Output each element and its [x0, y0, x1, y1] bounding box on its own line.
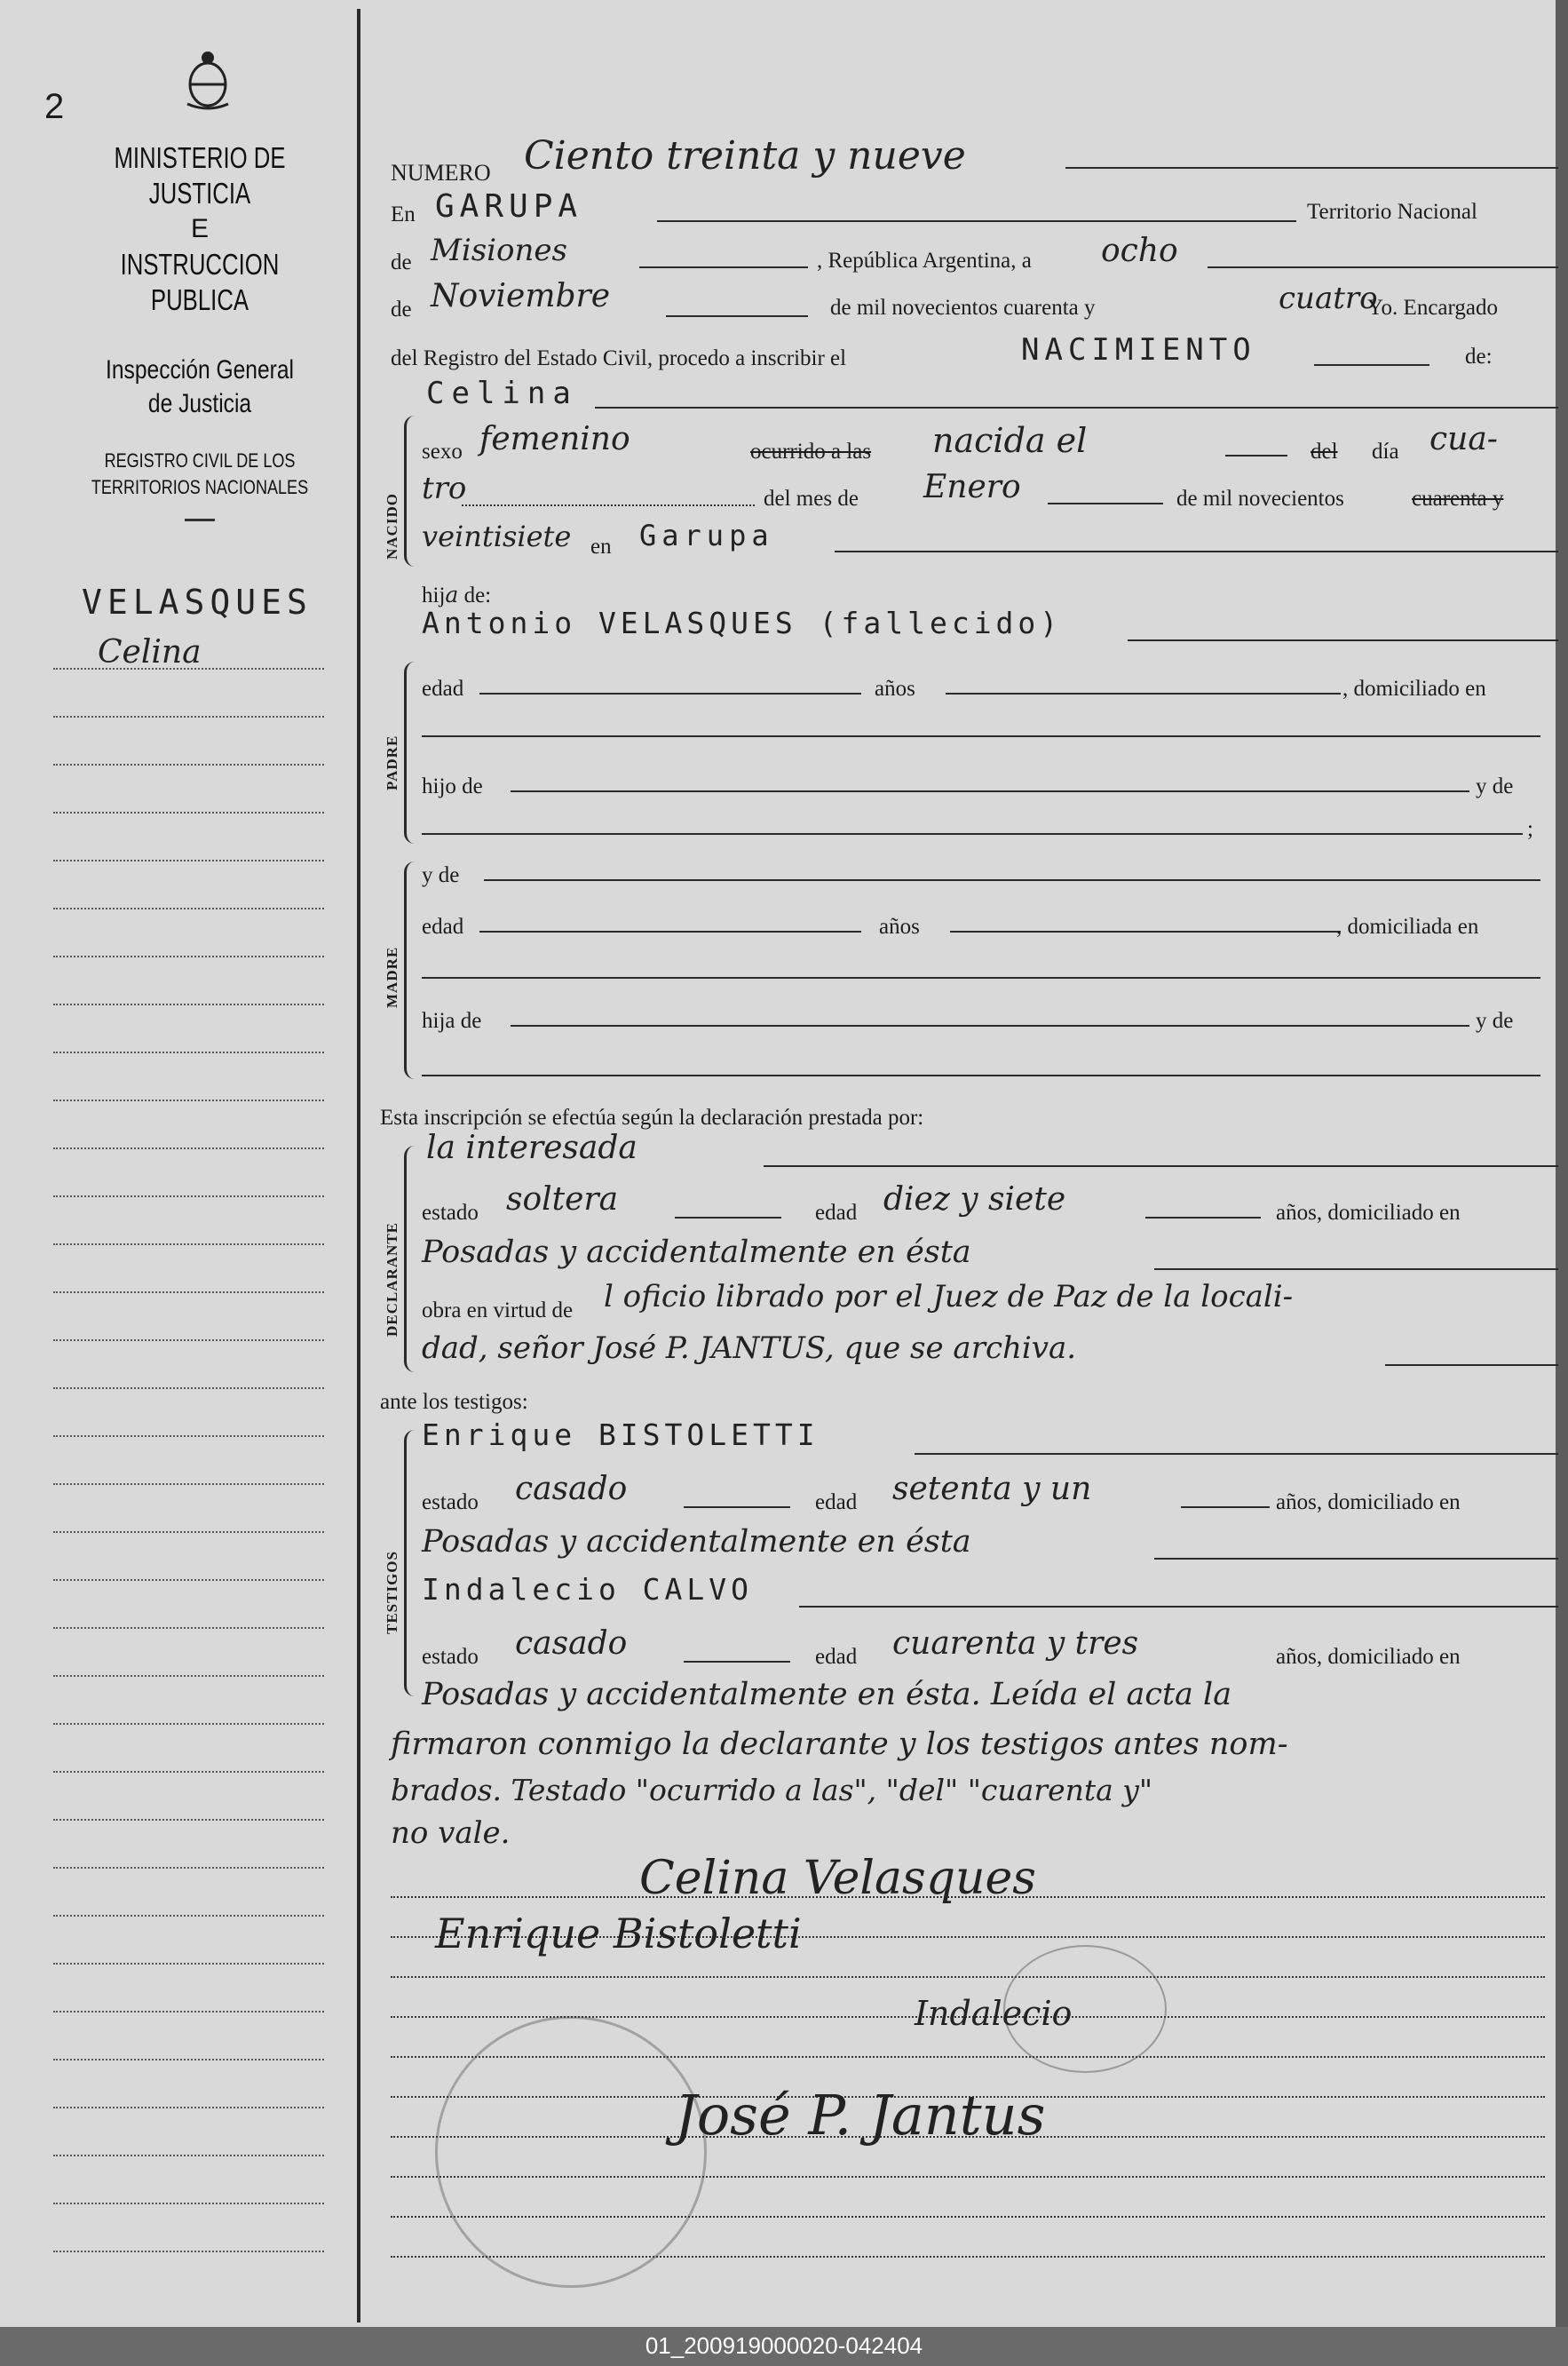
rule	[1225, 455, 1287, 457]
rule	[1048, 503, 1163, 504]
republica-label: , República Argentina, a	[817, 249, 1032, 273]
closing-line-2: brados. Testado "ocurrido a las", "del" "cuarenta y"	[391, 1773, 1153, 1807]
rule	[462, 504, 755, 506]
margin-dotted-lines	[53, 622, 324, 2252]
rule	[1385, 1364, 1558, 1366]
margin-surname: VELASQUES	[82, 583, 313, 622]
nacido-side-label: NACIDO	[384, 493, 400, 560]
cuarenta-y-struck: cuarenta y	[1412, 487, 1504, 511]
rule	[391, 1976, 1545, 1978]
national-crest-icon	[182, 49, 234, 111]
official-seal	[435, 2016, 707, 2288]
province-value: Misiones	[431, 233, 567, 268]
year-value-nacido: veintisiete	[422, 520, 572, 553]
rule	[799, 1606, 1558, 1608]
rule	[1208, 266, 1558, 268]
registry-line-2: TERRITORIOS NACIONALES	[91, 476, 309, 498]
registro-label: del Registro del Estado Civil, procedo a inscribir el	[391, 346, 847, 370]
rule	[915, 1453, 1558, 1455]
de-colon: de:	[1465, 345, 1493, 369]
rule	[1145, 1217, 1261, 1219]
rule	[657, 220, 1296, 222]
rule	[1128, 639, 1558, 641]
rule	[422, 833, 1523, 835]
padre-semicolon: ;	[1527, 817, 1533, 841]
place-value: GARUPA	[435, 188, 583, 225]
rule	[479, 693, 861, 695]
decl-obra-label: obra en virtud de	[422, 1298, 574, 1322]
year-label: de mil novecientos cuarenta y	[830, 296, 1096, 320]
dia-value-2: tro	[422, 471, 467, 506]
decl-anos-label: años, domiciliado en	[1276, 1201, 1461, 1225]
sexo-value: femenino	[479, 421, 630, 457]
decl-obra-value: l oficio librado por el Juez de Paz de la locali-	[604, 1279, 1294, 1314]
padre-anos-label: años	[875, 677, 915, 701]
day-value: ocho	[1101, 233, 1178, 269]
rule	[1154, 1268, 1558, 1270]
nacida-text: nacida el	[932, 421, 1088, 460]
closing-line-3: no vale.	[391, 1815, 511, 1851]
rule	[484, 879, 1540, 881]
t2-estado-value: casado	[515, 1625, 628, 1662]
rule	[422, 735, 1540, 737]
t1-estado-label: estado	[422, 1490, 479, 1514]
closing-line-1: firmaron conmigo la declarante y los testigos antes nom-	[391, 1727, 1288, 1762]
inspection-line-1: Inspección General	[106, 355, 294, 385]
page-number: 2	[44, 87, 65, 126]
hija-de: de:	[463, 584, 492, 607]
margin-given-name: Celina	[98, 634, 202, 671]
hij-text: hij	[422, 584, 446, 607]
numero-value: Ciento treinta y nueve	[524, 133, 966, 179]
rule	[639, 266, 808, 268]
t2-edad-value: cuarenta y tres	[892, 1625, 1139, 1662]
declarante-nombre: la interesada	[426, 1130, 637, 1166]
t1-anos-label: años, domiciliado en	[1276, 1490, 1461, 1514]
padre-side-label: PADRE	[384, 734, 400, 790]
column-rule	[357, 9, 360, 2322]
rule	[684, 1506, 790, 1508]
declaracion-intro: Esta inscripción se efectúa según la declaración prestada por:	[380, 1106, 924, 1130]
brace	[404, 416, 419, 567]
rule	[511, 790, 1469, 792]
ministry-line-3: INSTRUCCION PUBLICA	[120, 248, 280, 316]
ministry-header	[36, 140, 364, 521]
madre-y-de: y de	[1476, 1009, 1514, 1033]
rule	[835, 551, 1558, 552]
decl-estado-value: soltera	[506, 1181, 619, 1218]
rule	[511, 1025, 1469, 1027]
registry-line-1: REGISTRO CIVIL DE LOS	[104, 449, 296, 472]
testigos-intro: ante los testigos:	[380, 1390, 528, 1414]
brace	[404, 861, 419, 1079]
ministry-line-1: MINISTERIO DE JUSTICIA	[114, 141, 286, 210]
signature-witness-2: Indalecio	[915, 1994, 1073, 2033]
signature-witness-1: Enrique Bistoletti	[435, 1909, 802, 1957]
rule	[950, 931, 1341, 933]
image-id-caption: 01_200919000020-042404	[645, 2332, 923, 2359]
declarante-side-label: DECLARANTE	[384, 1221, 400, 1337]
madre-anos-label: años	[879, 915, 920, 939]
padre-nombre: Antonio VELASQUES (fallecido)	[422, 606, 1063, 640]
t2-anos-label: años, domiciliado en	[1276, 1645, 1461, 1669]
encargado-label: Yo. Encargado	[1367, 296, 1498, 320]
dia-label: día	[1372, 440, 1399, 464]
inspection-line-2: de Justicia	[147, 389, 252, 418]
madre-hija-label: hija de	[422, 1009, 482, 1033]
t1-edad-label: edad	[815, 1490, 858, 1514]
padre-edad-label: edad	[422, 677, 464, 701]
ocurrido-label: ocurrido a las	[750, 440, 872, 464]
decl-estado-label: estado	[422, 1201, 479, 1225]
signature-officer: José P. Jantus	[675, 2083, 1046, 2148]
mes-value: Enero	[923, 469, 1021, 505]
month-value: Noviembre	[431, 278, 611, 314]
numero-label: NUMERO	[391, 160, 491, 186]
nombre-value: Celina	[426, 376, 578, 411]
en-label-nacido: en	[590, 535, 612, 559]
brace	[404, 662, 419, 844]
rule	[595, 407, 1558, 409]
padre-y-de: y de	[1476, 774, 1514, 798]
rule	[764, 1165, 1558, 1167]
mil-label: de mil novecientos	[1176, 487, 1344, 511]
de-label: de	[391, 250, 412, 274]
ministry-line-2: E	[190, 214, 209, 243]
t1-domicilio: Posadas y accidentalmente en ésta	[422, 1524, 971, 1560]
t2-edad-label: edad	[815, 1645, 858, 1669]
decl-edad-value: diez y siete	[883, 1181, 1066, 1218]
rule	[684, 1661, 790, 1663]
t1-nombre: Enrique BISTOLETTI	[422, 1417, 820, 1452]
margin-column	[0, 0, 355, 2327]
t2-domicilio: Posadas y accidentalmente en ésta. Leída el acta la	[422, 1677, 1232, 1712]
rule	[422, 1075, 1540, 1076]
signature-declarante: Celina Velasques	[639, 1852, 1036, 1905]
rule	[479, 931, 861, 933]
del-label: del	[1311, 440, 1338, 464]
header-divider	[185, 519, 215, 521]
t2-nombre: Indalecio CALVO	[422, 1572, 754, 1607]
rule	[1314, 364, 1429, 366]
page-edge	[1556, 0, 1568, 2327]
padre-domiciliado-label: , domiciliado en	[1342, 677, 1486, 701]
testigos-side-label: TESTIGOS	[384, 1551, 400, 1634]
year-value: cuatro	[1279, 281, 1378, 316]
madre-domiciliada-label: , domiciliada en	[1336, 915, 1479, 939]
dia-value-1: cua-	[1429, 421, 1498, 457]
t1-estado-value: casado	[515, 1471, 628, 1507]
en-label: En	[391, 202, 416, 226]
decl-obra-value-2: dad, señor José P. JANTUS, que se archiva.	[422, 1330, 1077, 1366]
t1-edad-value: setenta y un	[892, 1471, 1092, 1507]
madre-edad-label: edad	[422, 915, 464, 939]
padre-hijo-label: hijo de	[422, 774, 483, 798]
brace	[404, 1430, 419, 1696]
rule	[675, 1217, 781, 1219]
hija-suffix: a	[445, 582, 459, 607]
territorio-label: Territorio Nacional	[1307, 200, 1477, 224]
hija-label	[422, 582, 491, 608]
de-label-2: de	[391, 298, 412, 322]
rule	[1065, 167, 1558, 169]
rule	[1154, 1558, 1558, 1560]
madre-y-de-label: y de	[422, 863, 460, 887]
rule	[422, 977, 1540, 979]
t2-estado-label: estado	[422, 1645, 479, 1669]
decl-domicilio: Posadas y accidentalmente en ésta	[422, 1235, 971, 1270]
tipo-value: NACIMIENTO	[1021, 332, 1256, 368]
sexo-label: sexo	[422, 440, 463, 464]
madre-side-label: MADRE	[384, 946, 400, 1008]
mes-label: del mes de	[764, 487, 859, 511]
brace	[404, 1146, 419, 1372]
rule	[946, 693, 1341, 695]
rule	[666, 315, 808, 317]
decl-edad-label: edad	[815, 1201, 858, 1225]
rule	[1181, 1506, 1270, 1508]
lugar-value: Garupa	[639, 519, 774, 552]
